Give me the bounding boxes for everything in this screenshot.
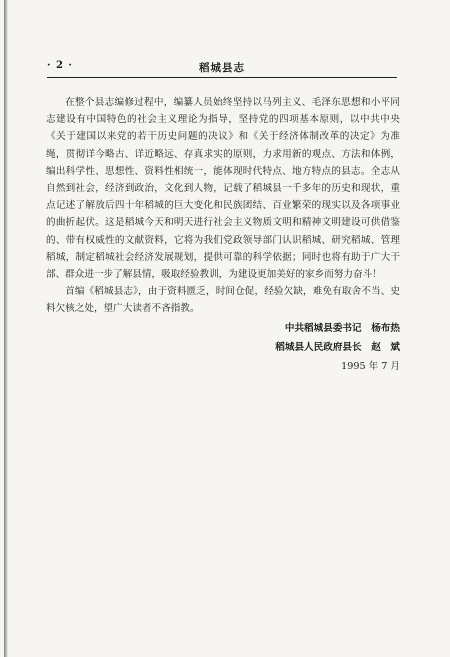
paragraph-main: 在整个县志编修过程中，编纂人员始终坚持以马列主义、毛泽东思想和小平同志建设有中国特色的社会主义理论为指导，坚持党的四项基本原则，以中共中央《关于建国以来党的若干历史问题的决议》和《关于经济体制改革的决定》为准绳，贯彻详今略古、详近略远、存真求实的原则，力求用新的观点、方法和体例，编出科学性、思想性、资料性相统一，能体现时代特点、地方特点的县志。全志从自然到社会，经济到政治，文化到人物，记载了稻城县一千多年的历史和现状，重点记述了解放后四十年稻城的巨大变化和民族团结、百业繁荣的现实以及各项事业的曲折起伏。这是稻城今天和明天进行社会主义物质文明和精神文明建设可供借鉴的、带有权威性的文献资料，它将为我们党政领导部门认识稻城、研究稻城、管理稻城，制定稻城社会经济发展规划，提供可靠的科学依据；同时也将有助于广大干部、群众进一步了解县情，吸取经验教训，为建设更加美好的家乡而努力奋斗！ (46, 97, 400, 281)
signature-county-head: 稻城县人民政府县长 赵 斌 (275, 342, 400, 353)
page-number: · 2 · (47, 60, 73, 71)
signature-date: 1995 年 7 月 (341, 361, 400, 372)
preface-body (46, 94, 400, 318)
paragraph-closing: 首编《稻城县志》，由于资料匮乏，时间仓促，经验欠缺，难免有取舍不当、史料欠核之处，望广大读者不吝指教。 (46, 286, 400, 315)
signature-block (275, 319, 400, 376)
running-header (47, 58, 397, 78)
scan-binding-shadow (4, 0, 8, 657)
header-rule (47, 77, 397, 78)
running-title: 稻城县志 (199, 62, 245, 74)
signature-party-secretary: 中共稻城县委书记 杨布热 (284, 323, 400, 334)
